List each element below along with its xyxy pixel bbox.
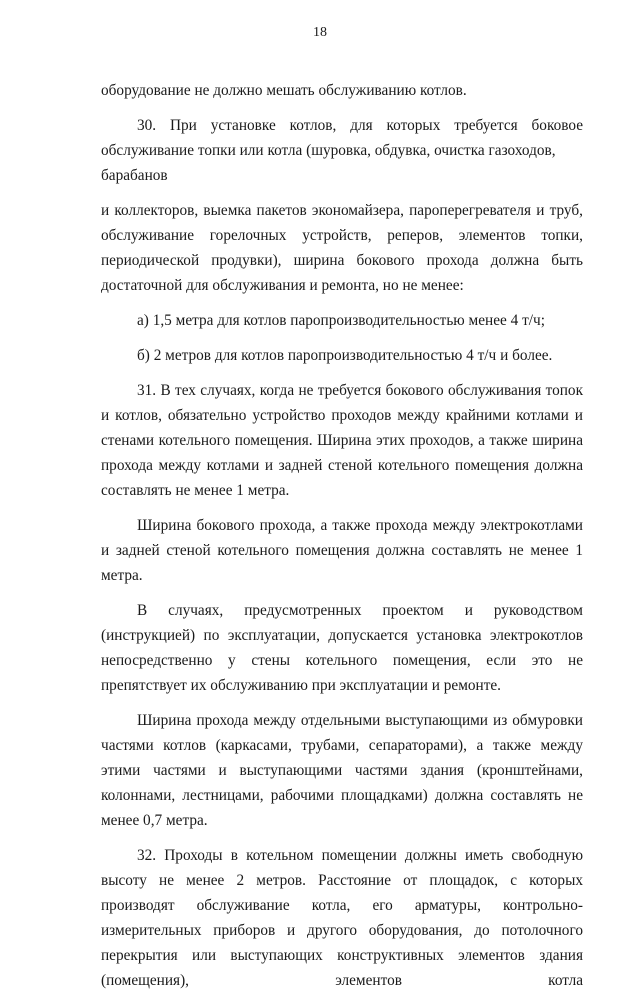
paragraph-item-30: 30. При установке котлов, для которых требуется боковое обслуживание топки или котла (шуровка, обдувка, очистка газоходов, <box>101 117 583 159</box>
page-number: 18 <box>313 25 327 40</box>
paragraph-item-32: 32. Проходы в котельном помещении должны иметь свободную высоту не менее 2 метров. Расстояние от площадок, с которых производят обслуживание котла, его арматуры, контрольно-измерительных приборов и другого оборудования, до потолочного перекрытия или выступающих конструктивных элементов здания (помещения), элементов котла <box>101 847 583 989</box>
paragraph-item-30-break: барабанов <box>101 167 168 184</box>
paragraph-protruding-parts: Ширина прохода между отдельными выступающими из обмуровки частями котлов (каркасами, трубами, сепараторами), а также между этими частями и выступающими частями здания (кронштейнами, колоннами, лестницами, рабочими площадками) должна составлять не менее 0,7 метра. <box>101 712 583 829</box>
list-item-b: б) 2 метров для котлов паропроизводительностью 4 т/ч и более. <box>137 347 553 364</box>
paragraph-electric-boilers: В случаях, предусмотренных проектом и руководством (инструкцией) по эксплуатации, допускается установка электрокотлов непосредственно у стены котельного помещения, если это не препятствует их обслуживанию при эксплуатации и ремонте. <box>101 602 583 694</box>
paragraph-side-passage: Ширина бокового прохода, а также прохода между электрокотлами и задней стеной котельного помещения должна составлять не менее 1 метра. <box>101 517 583 584</box>
paragraph-continuation: оборудование не должно мешать обслуживанию котлов. <box>101 82 467 99</box>
paragraph-item-31: 31. В тех случаях, когда не требуется бокового обслуживания топок и котлов, обязательно устройство проходов между крайними котлами и стенами котельного помещения. Ширина этих проходов, а также ширина прохода между котлами и задней стеной котельного помещения должна составлять не менее 1 метра. <box>101 382 583 499</box>
document-body <box>101 78 583 993</box>
paragraph-item-30-continued: и коллекторов, выемка пакетов экономайзера, пароперегревателя и труб, обслуживание горелочных устройств, реперов, элементов топки, периодической продувки), ширина бокового прохода должна быть достаточной для обслуживания и ремонта, но не менее: <box>101 202 583 294</box>
list-item-a: а) 1,5 метра для котлов паропроизводительностью менее 4 т/ч; <box>137 312 545 329</box>
